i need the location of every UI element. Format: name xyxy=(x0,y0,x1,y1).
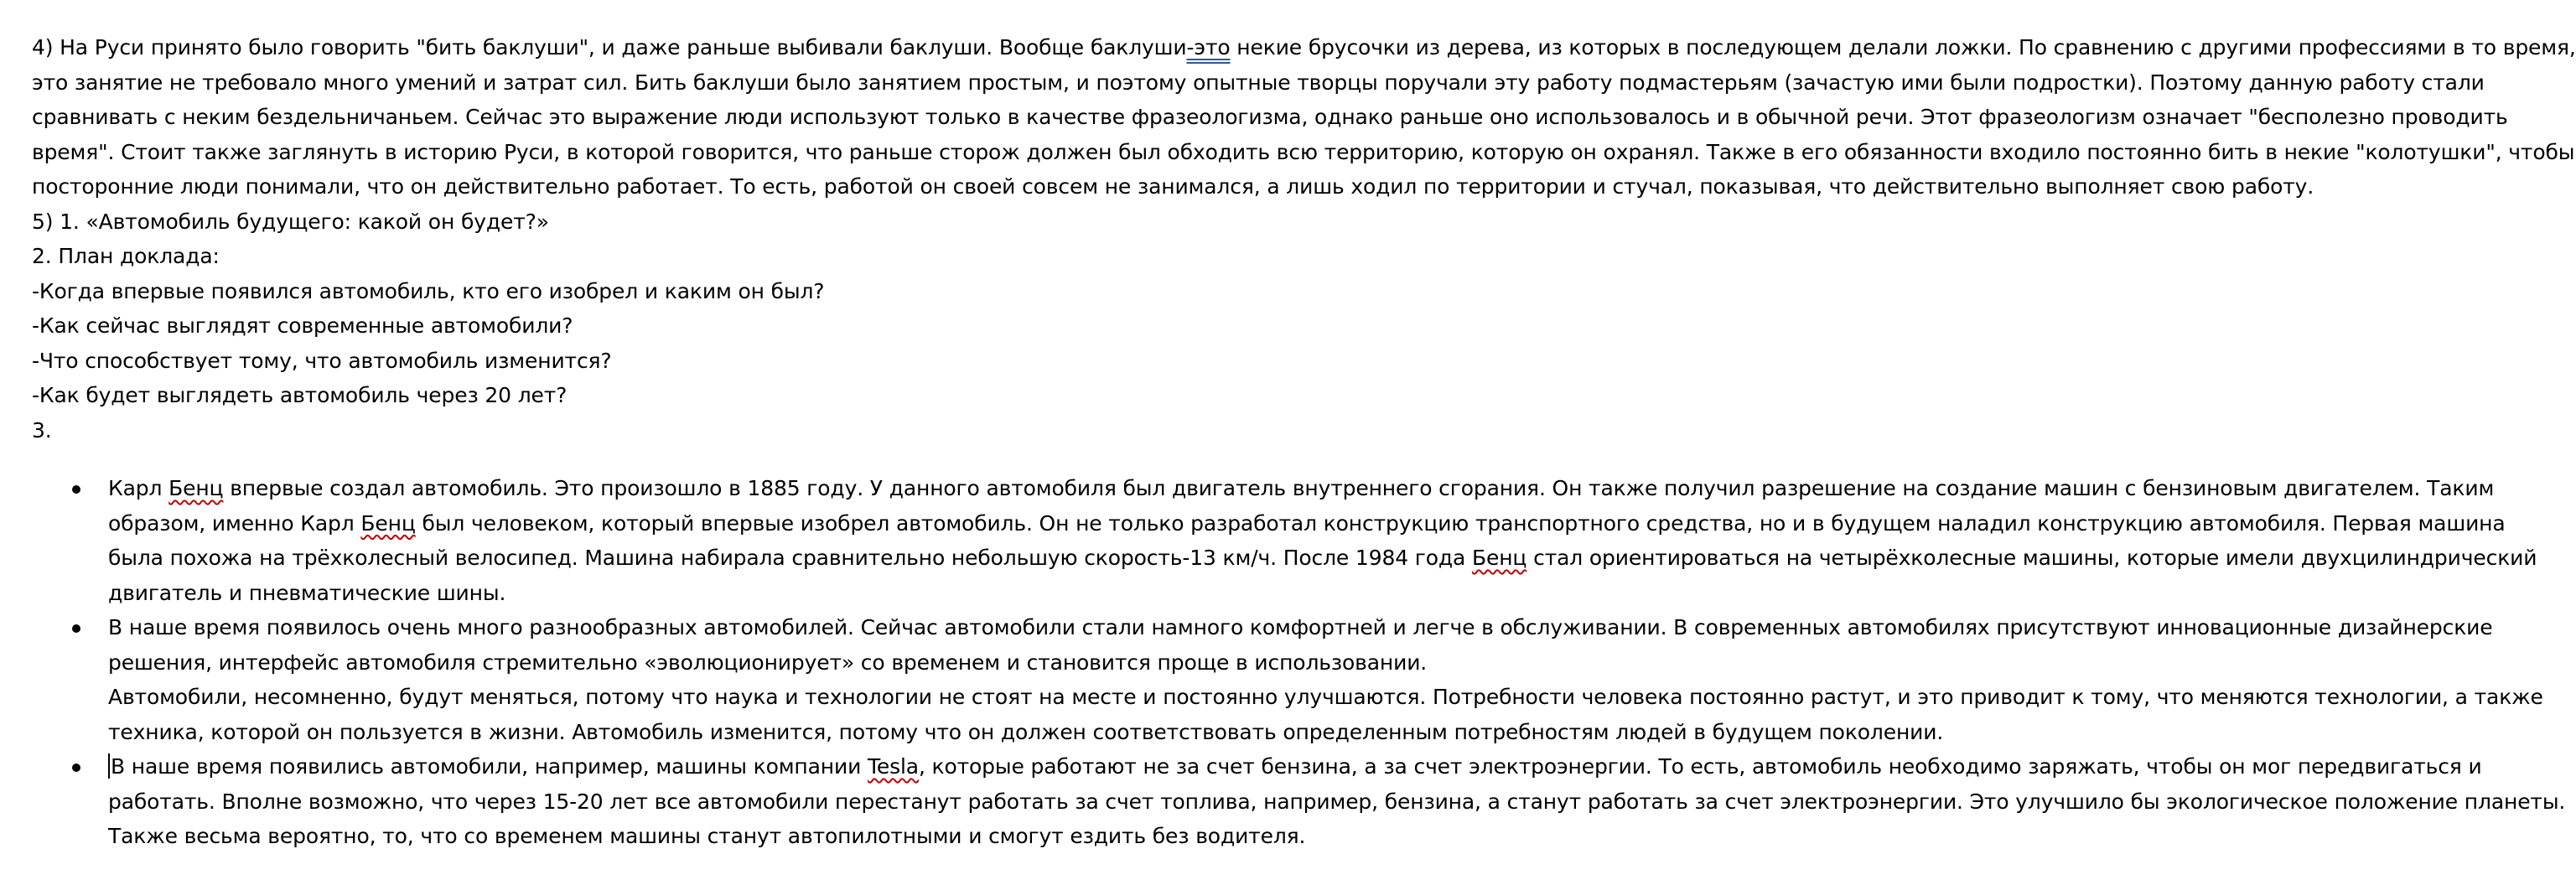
plan-item: -Когда впервые появился автомобиль, кто его изобрел и каким он был? xyxy=(32,278,825,303)
paragraph-line xyxy=(108,471,2495,506)
plan-item: -Что способствует тому, что автомобиль изменится? xyxy=(32,348,612,373)
section-4-paragraph xyxy=(32,30,2576,204)
text-run: стал ориентироваться на четырёхколесные машины, которые имели двухцилиндрический xyxy=(1526,546,2537,570)
paragraph-line xyxy=(108,506,2506,541)
paragraph-line: двигатель и пневматические шины. xyxy=(108,580,506,605)
plan-title: 2. План доклада: xyxy=(32,244,220,268)
text-cursor xyxy=(108,753,110,779)
paragraph-line: время". Стоит также заглянуть в историю Руси, в которой говорится, что раньше сторож должен был обходить всю территорию, которую он охранял. Также в его обязанности входило постоянно бить в некие "колотушки", чтобы xyxy=(32,139,2575,164)
paragraph-line: сравнивать с неким бездельничаньем. Сейчас это выражение люди используют только в качестве фразеологизма, однако раньше оно использовалось и в обычной речи. Этот фразеологизм означает "бесполезно проводить xyxy=(32,105,2508,129)
paragraph-line: работать. Вполне возможно, что через 15-20 лет все автомобили перестанут работать за счет топлива, например, бензина, а станут работать за счет электроэнергии. Это улучшило бы экологическое положение планеты. xyxy=(108,789,2566,814)
paragraph-line: посторонние люди понимали, что он действительно работает. То есть, работой он своей совсем не занимался, а лишь ходил по территории и стучал, показывая, что действительно выполняет свою работу. xyxy=(32,174,2314,199)
text-run: 4) На Руси принято было говорить "бить баклуши", и даже раньше выбивали баклуши. Вообще баклуши xyxy=(32,35,1187,60)
text-run: образом, именно Карл xyxy=(108,510,361,536)
bullet-dot-icon xyxy=(72,624,80,633)
grammar-flagged-word[interactable]: -это xyxy=(1186,35,1231,60)
paragraph-line xyxy=(108,749,2482,784)
section-5-heading: 5) 1. «Автомобиль будущего: какой он будет?» xyxy=(32,209,549,234)
document-body[interactable] xyxy=(32,30,2576,854)
paragraph-line: решения, интерфейс автомобиля стремительно «эволюционирует» со временем и становится проще в использовании. xyxy=(108,650,1428,675)
bullet-item-future-cars xyxy=(32,749,2566,854)
text-run: Карл xyxy=(108,476,169,500)
text-run: был человеком, который впервые изобрел автомобиль. Он не только разработал конструкцию транспортного средства, но и в будущем наладил конструкцию автомобиля. Первая машина xyxy=(415,510,2506,536)
point-3-label: 3. xyxy=(32,417,52,443)
paragraph-line xyxy=(32,30,2576,65)
paragraph-line: Также весьма вероятно, то, что со временем машины станут автопилотными и смогут ездить без водителя. xyxy=(108,824,1306,848)
text-run: В наше время появились автомобили, например, машины компании xyxy=(111,754,868,779)
bullet-dot-icon xyxy=(72,485,80,494)
spelling-flagged-word[interactable]: Tesla xyxy=(867,754,919,779)
empty-paragraph xyxy=(32,448,2312,471)
bullet-item-benz xyxy=(32,471,2537,610)
paragraph-line: это занятие не требовало много умений и затрат сил. Бить баклуши было занятием простым, и поэтому опытные творцы поручали эту работу подмастерьям (зачастую ими были подростки). Поэтому данную работу стали xyxy=(32,70,2485,95)
text-run: некие брусочки из дерева, из которых в последующем делали ложки. По сравнению с другими профессиями в то время, xyxy=(1230,35,2576,60)
paragraph-line: В наше время появилось очень много разнообразных автомобилей. Сейчас автомобили стали намного комфортней и легче в обслуживании. В современных автомобилях присутствуют инновационные дизайнерские xyxy=(108,615,2493,639)
plan-item: -Как будет выглядеть автомобиль через 20 лет? xyxy=(32,383,568,407)
text-run: впервые создал автомобиль. Это произошло в 1885 году. У данного автомобиля был двигатель внутреннего сгорания. Он также получил разрешение на создание машин с бензиновым двигателем. Таким xyxy=(223,476,2495,500)
plan-item: -Как сейчас выглядят современные автомобили? xyxy=(32,313,573,338)
text-run: была похожа на трёхколесный велосипед. Машина набирала сравнительно небольшую скорость-13 км/ч. После 1984 года xyxy=(108,546,1472,570)
spelling-flagged-word[interactable]: Бенц xyxy=(360,510,416,536)
spelling-flagged-word[interactable]: Бенц xyxy=(168,476,224,500)
paragraph-line: Автомобили, несомненно, будут меняться, потому что наука и технологии не стоят на месте и постоянно улучшаются. Потребности человека постоянно растут, и это приводит к тому, что меняются технологии, а также xyxy=(108,685,2543,709)
text-run: , которые работают не за счет бензина, а за счет электроэнергии. То есть, автомобиль необходимо заряжать, чтобы он мог передвигаться и xyxy=(918,754,2482,779)
paragraph-line: техника, которой он пользуется в жизни. Автомобиль изменится, потому что он должен соответствовать определенным потребностям людей в будущем поколении. xyxy=(108,719,1944,744)
spelling-flagged-word[interactable]: Бенц xyxy=(1472,546,1527,570)
bullet-item-modern-cars xyxy=(32,610,2543,749)
bullet-dot-icon xyxy=(72,764,80,772)
bullet-list xyxy=(32,471,2566,854)
paragraph-line xyxy=(108,541,2537,576)
